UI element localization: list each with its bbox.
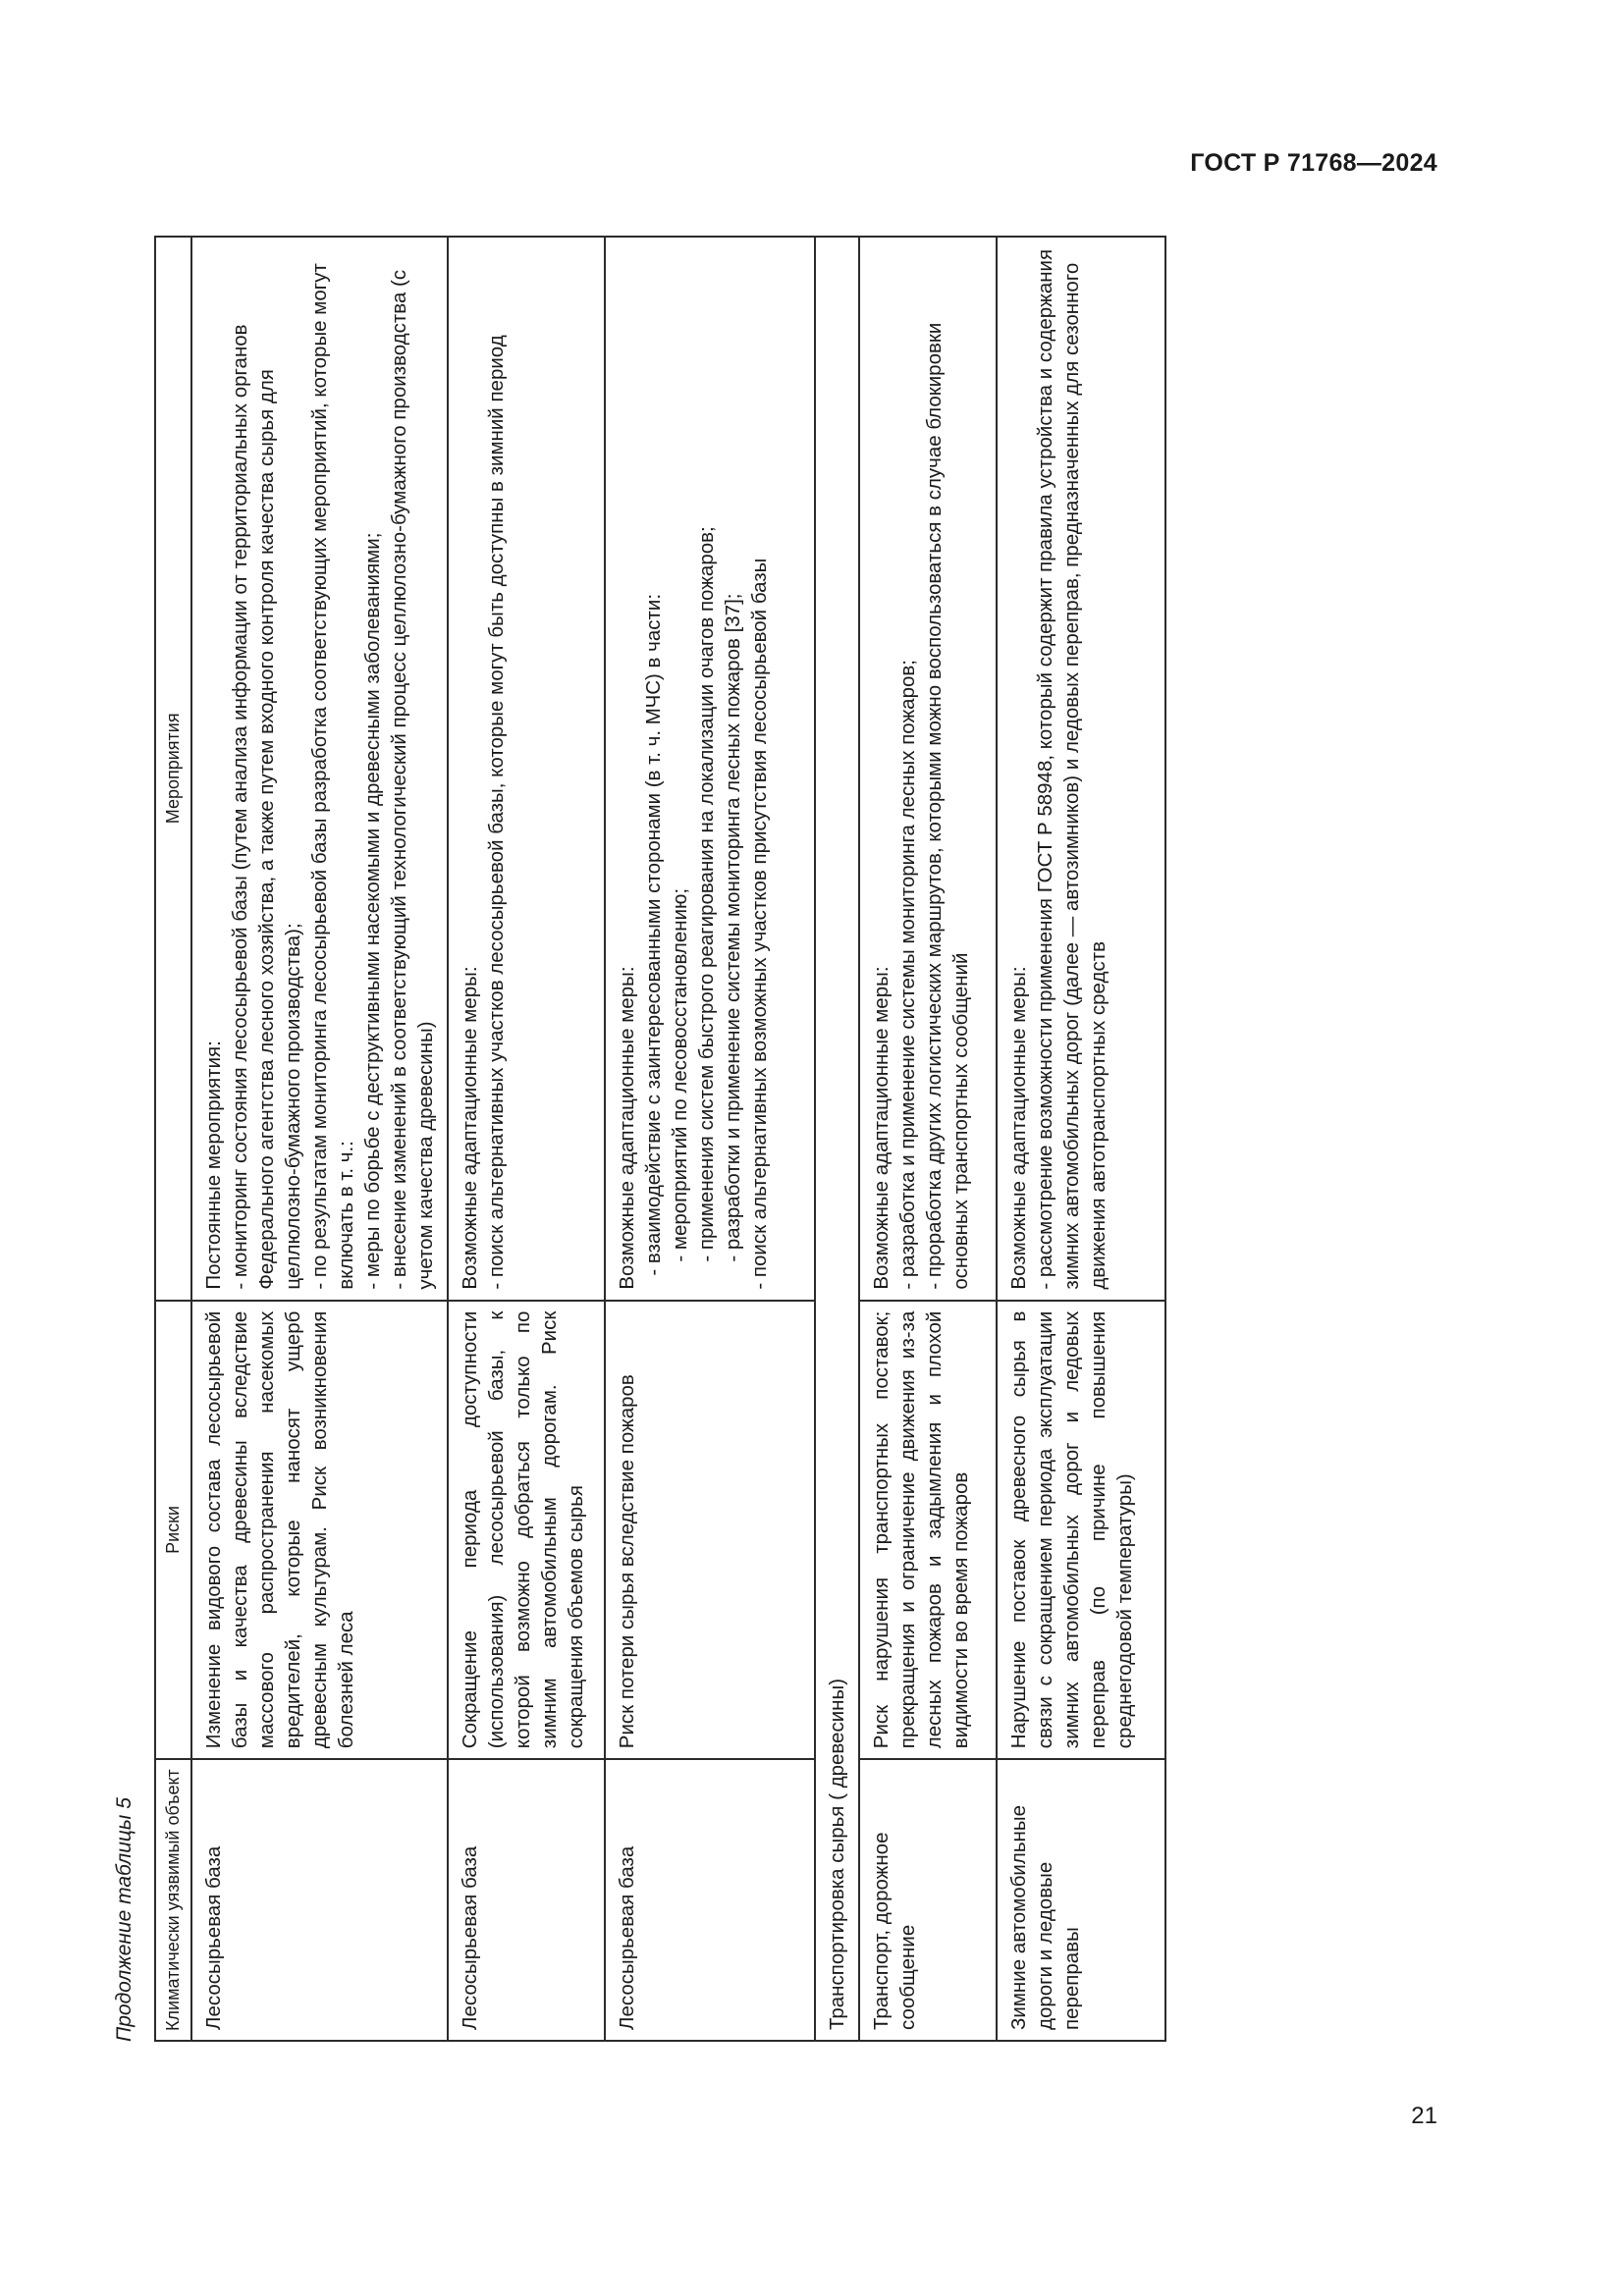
column-header-object: Климатически уязвимый объект: [155, 1759, 191, 2041]
measure-line: - поиск альтернативных возможных участков присутствия лесосырьевой базы: [748, 558, 771, 1290]
object-cell: Лесосырьевая база: [191, 1759, 448, 2041]
measure-line: - мероприятий по лесовосстановлению;: [669, 887, 691, 1262]
measures-cell: [859, 237, 997, 1301]
measure-line: Возможные адаптационные меры:: [870, 966, 893, 1290]
object-cell: Зимние автомобильные дороги и ледовые переправы: [997, 1759, 1165, 2041]
object-cell: Транспорт, дорожное сообщение: [859, 1759, 997, 2041]
measures-cell: [605, 237, 815, 1301]
object-cell: Лесосырьевая база: [448, 1759, 605, 2041]
risk-cell: Нарушение поставок древесного сырья в связи с сокращением периода эксплуатации зимних автомобильных дорог и ледовых переправ (по причине повышения среднегодовой температуры): [997, 1301, 1165, 1760]
measures-cell: [191, 237, 448, 1301]
table-row: [191, 237, 448, 2041]
measure-line: - рассмотрение возможности применения ГОСТ Р 58948, который содержит правила устройства и содержания зимних автомобильных дорог (далее — автозимников) и ледовых переправ, предназначенных для сезонного движения автотранспортных средств: [1034, 248, 1110, 1290]
measure-line: - разработка и применение системы мониторинга лесных пожаров;: [896, 660, 919, 1290]
table-header-row: [155, 237, 191, 2041]
rotated-table-area: [113, 236, 1298, 2042]
table-row: [605, 237, 815, 2041]
measure-line: - поиск альтернативных участков лесосырьевой базы, которые могут быть доступны в зимний период: [485, 335, 508, 1290]
table-row: [448, 237, 605, 2041]
table-row: [859, 237, 997, 2041]
measure-line: Возможные адаптационные меры:: [1007, 966, 1030, 1290]
section-title: Транспортировка сырья ( древесины): [815, 237, 859, 2041]
section-row: [815, 237, 859, 2041]
measure-line: - мониторинг состояния лесосырьевой базы (путем анализа информации от территориальных органов Федерального агентства лесного хозяйства, а также путем входного контроля качества сырья для целлюлозно-бумажного производства);: [229, 324, 304, 1290]
measure-line: - проработка других логистических маршрутов, которыми можно воспользоваться в случае блокировки основных транспортных сообщений: [923, 322, 972, 1290]
measure-line: Постоянные мероприятия:: [202, 1041, 225, 1290]
table-row: [997, 237, 1165, 2041]
page-number: 21: [1411, 2103, 1437, 2129]
measure-line: Возможные адаптационные меры:: [459, 966, 481, 1290]
measure-line: - по результатам мониторинга лесосырьевой базы разработка соответствующих мероприятий, которые могут включать в т. ч.:: [308, 263, 357, 1290]
risk-cell: Изменение видового состава лесосырьевой базы и качества древесины вследствие массового распространения насекомых вредителей, которые наносят ущерб древесным культурам. Риск возникновения болезней леса: [191, 1301, 448, 1760]
column-header-measures: Мероприятия: [155, 237, 191, 1301]
measure-line: Возможные адаптационные меры:: [616, 966, 638, 1290]
object-cell: Лесосырьевая база: [605, 1759, 815, 2041]
risk-table: [154, 236, 1166, 2042]
measure-line: - меры по борьбе с деструктивными насекомыми и древесными заболеваниями;: [361, 532, 384, 1290]
risk-cell: Сокращение периода доступности (использования) лесосырьевой базы, к которой возможно добраться только по зимним автомобильным дорогам. Риск сокращения объемов сырья: [448, 1301, 605, 1760]
measure-line: - внесение изменений в соответствующий технологический процесс целлюлозно-бумажного производства (с учетом качества древесины): [388, 269, 437, 1290]
measure-line: - разработки и применение системы мониторинга лесных пожаров [37];: [722, 593, 744, 1262]
measures-cell: [997, 237, 1165, 1301]
measures-cell: [448, 237, 605, 1301]
document-code: ГОСТ Р 71768—2024: [1190, 149, 1437, 177]
column-header-risks: Риски: [155, 1301, 191, 1760]
risk-cell: Риск нарушения транспортных поставок; прекращения и ограничение движения из-за лесных пожаров и задымления и плохой видимости во время пожаров: [859, 1301, 997, 1760]
measure-line: - взаимодействие с заинтересованными сторонами (в т. ч. МЧС) в части:: [642, 593, 665, 1276]
measure-line: - применения систем быстрого реагирования на локализации очагов пожаров;: [695, 526, 718, 1262]
table-caption: Продолжение таблицы 5: [113, 1797, 135, 2042]
risk-cell: Риск потери сырья вследствие пожаров: [605, 1301, 815, 1760]
